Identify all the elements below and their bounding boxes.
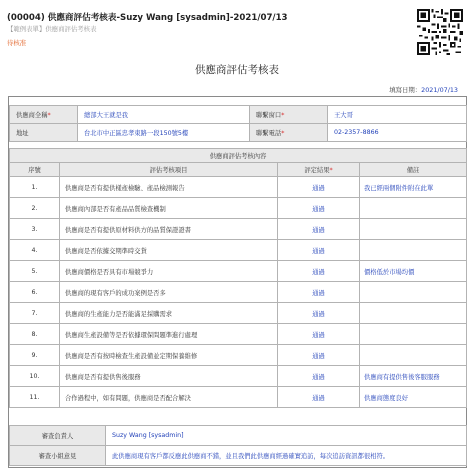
contact-field[interactable]: 王大哥 (328, 106, 467, 124)
row-number: 1. (10, 177, 60, 198)
form-header (0, 0, 474, 56)
row-note-field[interactable] (360, 303, 467, 324)
row-item: 供應商價格是否具有市場競爭力 (60, 261, 278, 282)
table-row (10, 345, 467, 366)
row-number: 7. (10, 303, 60, 324)
form-container (8, 96, 467, 468)
reviewer-label: 審查負責人 (10, 426, 106, 446)
column-header-no: 序號 (10, 163, 60, 177)
address-label: 地址 (10, 124, 78, 142)
row-note-field[interactable] (360, 324, 467, 345)
column-header-item: 評估考核項目 (60, 163, 278, 177)
row-note-field[interactable] (360, 219, 467, 240)
row-result-select[interactable]: 通過 (278, 177, 360, 198)
status-badge: 待核准 (7, 39, 27, 47)
row-item: 供應商內部是否有產品品質檢查機制 (60, 198, 278, 219)
row-item: 供應商生產設備等是否依據環保問題準進行處理 (60, 324, 278, 345)
row-number: 11. (10, 387, 60, 408)
table-row (10, 198, 467, 219)
row-result-select[interactable]: 通過 (278, 240, 360, 261)
row-result-select[interactable]: 通過 (278, 387, 360, 408)
row-result-select[interactable]: 通過 (278, 282, 360, 303)
table-row (10, 366, 467, 387)
row-number: 6. (10, 282, 60, 303)
opinion-label: 審查小組意見 (10, 446, 106, 466)
row-item: 供應商是否有提供售後服務 (60, 366, 278, 387)
row-result-select[interactable]: 通過 (278, 219, 360, 240)
table-row (10, 387, 467, 408)
row-result-select[interactable]: 通過 (278, 345, 360, 366)
row-item: 供應商是否有提供原材料供方的品質保證證書 (60, 219, 278, 240)
row-number: 10. (10, 366, 60, 387)
table-row (10, 177, 467, 198)
row-item: 供應商的現有客戶的成功案例是否多 (60, 282, 278, 303)
row-number: 2. (10, 198, 60, 219)
breadcrumb[interactable]: 【範例表單】供應商評估考核表 (7, 25, 97, 33)
row-item: 供應商是否有提供樣產檢驗、產品檢測報告 (60, 177, 278, 198)
fill-date-label: 填寫日期： (389, 86, 422, 94)
row-note-field[interactable]: 價格低於市場均價 (360, 261, 467, 282)
document-title: (00004) 供應商評估考核表-Suzy Wang [sysadmin]-2021/07/13 (7, 13, 288, 23)
column-header-result: 評定結果* (278, 163, 360, 177)
column-header-note: 備註 (360, 163, 467, 177)
opinion-field[interactable]: 此供應商現有客戶都反應此供應商不錯，並且我們此供應商經過確實追訪，每次追訪資訊都很相符。 (106, 446, 467, 466)
row-item: 供應商是否依據交期準時交貨 (60, 240, 278, 261)
row-result-select[interactable]: 通過 (278, 324, 360, 345)
row-result-select[interactable]: 通過 (278, 198, 360, 219)
row-number: 5. (10, 261, 60, 282)
row-note-field[interactable] (360, 345, 467, 366)
evaluation-table (9, 148, 467, 408)
row-result-select[interactable]: 通過 (278, 303, 360, 324)
fill-date (389, 85, 458, 94)
supplier-name-field[interactable]: 總部大王就是我 (78, 106, 250, 124)
table-row (10, 324, 467, 345)
supplier-name-label: 供應商全稱* (10, 106, 78, 124)
row-note-field[interactable] (360, 240, 467, 261)
phone-field[interactable]: 02-2357-8866 (328, 124, 467, 142)
fill-date-value: 2021/07/13 (421, 86, 458, 94)
row-note-field[interactable] (360, 282, 467, 303)
row-note-field[interactable]: 供應商態度良好 (360, 387, 467, 408)
table-row (10, 303, 467, 324)
row-number: 3. (10, 219, 60, 240)
contact-label: 聯繫窗口* (250, 106, 328, 124)
supplier-info-table (9, 105, 467, 142)
table-row (10, 282, 467, 303)
row-result-select[interactable]: 通過 (278, 366, 360, 387)
form-title: 供應商評估考核表 (195, 64, 279, 76)
row-result-select[interactable]: 通過 (278, 261, 360, 282)
row-item: 供應商的生產能力是否能滿足採購需求 (60, 303, 278, 324)
row-item: 供應商是否有按時檢查生產設備並定期保養維修 (60, 345, 278, 366)
address-field[interactable]: 台北市中正區忠孝東路一段150號5樓 (78, 124, 250, 142)
table-row (10, 261, 467, 282)
section-title: 供應商評估考核內容 (10, 149, 467, 163)
row-note-field[interactable]: 供應商有提供售後客服服務 (360, 366, 467, 387)
row-item: 合作過程中，如有問題，供應商是否配合解決 (60, 387, 278, 408)
qr-code-icon (417, 9, 463, 55)
row-note-field[interactable] (360, 198, 467, 219)
reviewer-field[interactable]: Suzy Wang [sysadmin] (106, 426, 467, 446)
review-signoff-table (9, 425, 467, 466)
row-number: 8. (10, 324, 60, 345)
table-row (10, 219, 467, 240)
row-note-field[interactable]: 我已經兩個附件附在此單 (360, 177, 467, 198)
table-row (10, 240, 467, 261)
phone-label: 聯繫電話* (250, 124, 328, 142)
row-number: 9. (10, 345, 60, 366)
row-number: 4. (10, 240, 60, 261)
